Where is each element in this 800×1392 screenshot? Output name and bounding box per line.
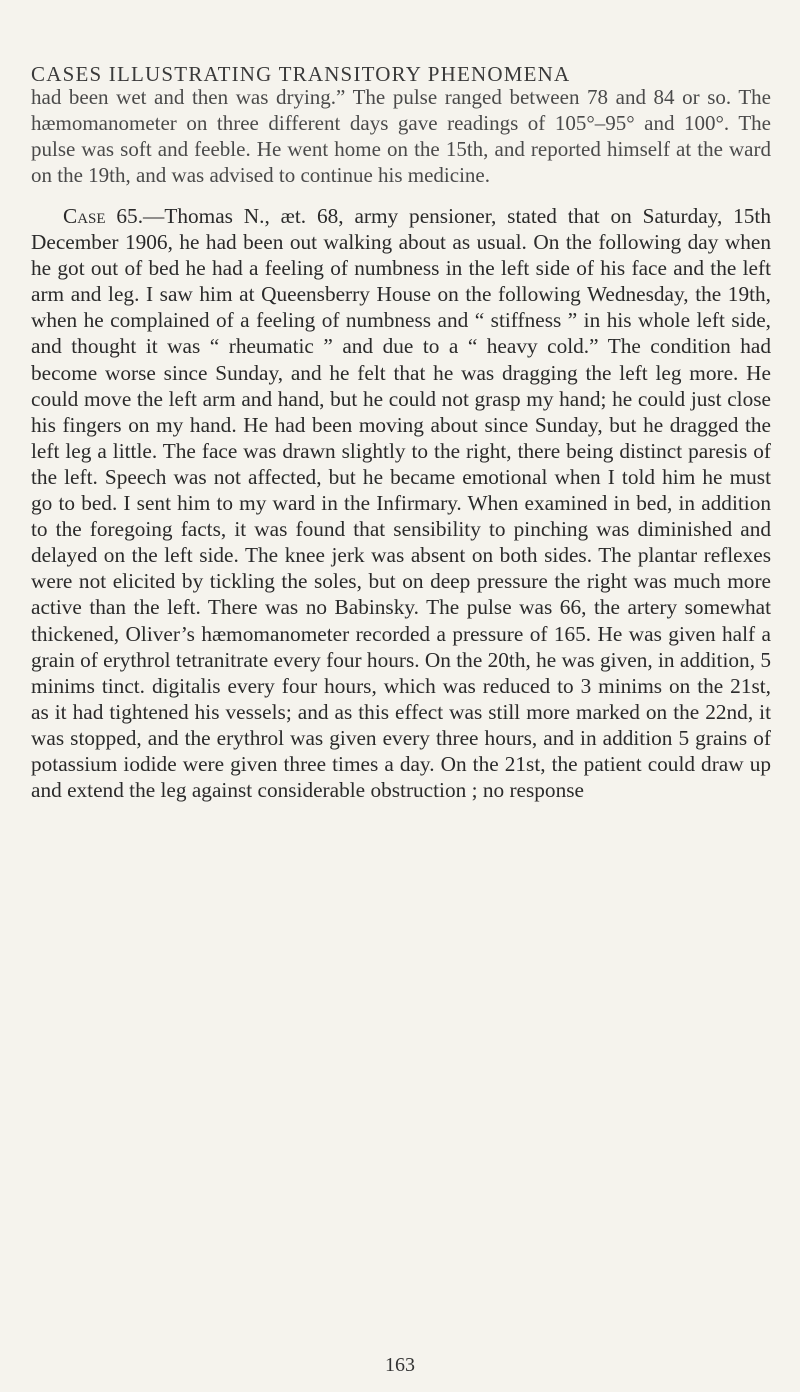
case-label: Case 65. bbox=[63, 204, 144, 228]
case-text: —Thomas N., æt. 68, army pensioner, stated that on Saturday, 15th December 1906, he had been out walking about as usual. On the following day when he got out of bed he had a feeling of numbness in the left side of his face and the left arm and leg. I saw him at Queensberry House on the following Wednesday, the 19th, when he complained of a feeling of numbness and “ stiffness ” in his whole left side, and thought it was “ rheumatic ” and due to a “ heavy cold.” The condition had become worse since Sunday, and he felt that he was dragging the left leg more. He could move the left arm and hand, but he could not grasp my hand; he could just close his fingers on my hand. He had been moving about since Sunday, but he dragged the left leg a little. The face was drawn slightly to the right, there being distinct paresis of the left. Speech was not affected, but he became emotional when I told him he must go to bed. I sent him to my ward in the Infirmary. When examined in bed, in addition to the foregoing facts, it was found that sensibility to pinching was diminished and delayed on the left side. The knee jerk was absent on both sides. The plantar reflexes were not elicited by tickling the soles, but on deep pressure the right was much more active than the left. There was no Babinsky. The pulse was 66, the artery somewhat thickened, Oliver’s hæmomanometer recorded a pressure of 165. He was given half a grain of erythrol tetranitrate every four hours. On the 20th, he was given, in addition, 5 minims tinct. digitalis every four hours, which was reduced to 3 minims on the 21st, as it had tightened his vessels; and as this effect was still more marked on the 22nd, it was stopped, and the erythrol was given every three hours, and in addition 5 grains of potassium iodide were given three times a day. On the 21st, the patient could draw up and extend the leg against considerable obstruction ; no response bbox=[31, 204, 772, 803]
body-text bbox=[31, 84, 771, 803]
page-number: 163 bbox=[385, 1354, 415, 1376]
case-paragraph bbox=[31, 203, 771, 803]
running-head: CASES ILLUSTRATING TRANSITORY PHENOMENA bbox=[31, 62, 571, 86]
continuation-paragraph: had been wet and then was drying.” The pulse ranged between 78 and 84 or so. The hæmomanometer on three different days gave readings of 105°–95° and 100°. The pulse was soft and feeble. He went home on the 15th, and reported himself at the ward on the 19th, and was advised to continue his medicine. bbox=[31, 85, 771, 187]
